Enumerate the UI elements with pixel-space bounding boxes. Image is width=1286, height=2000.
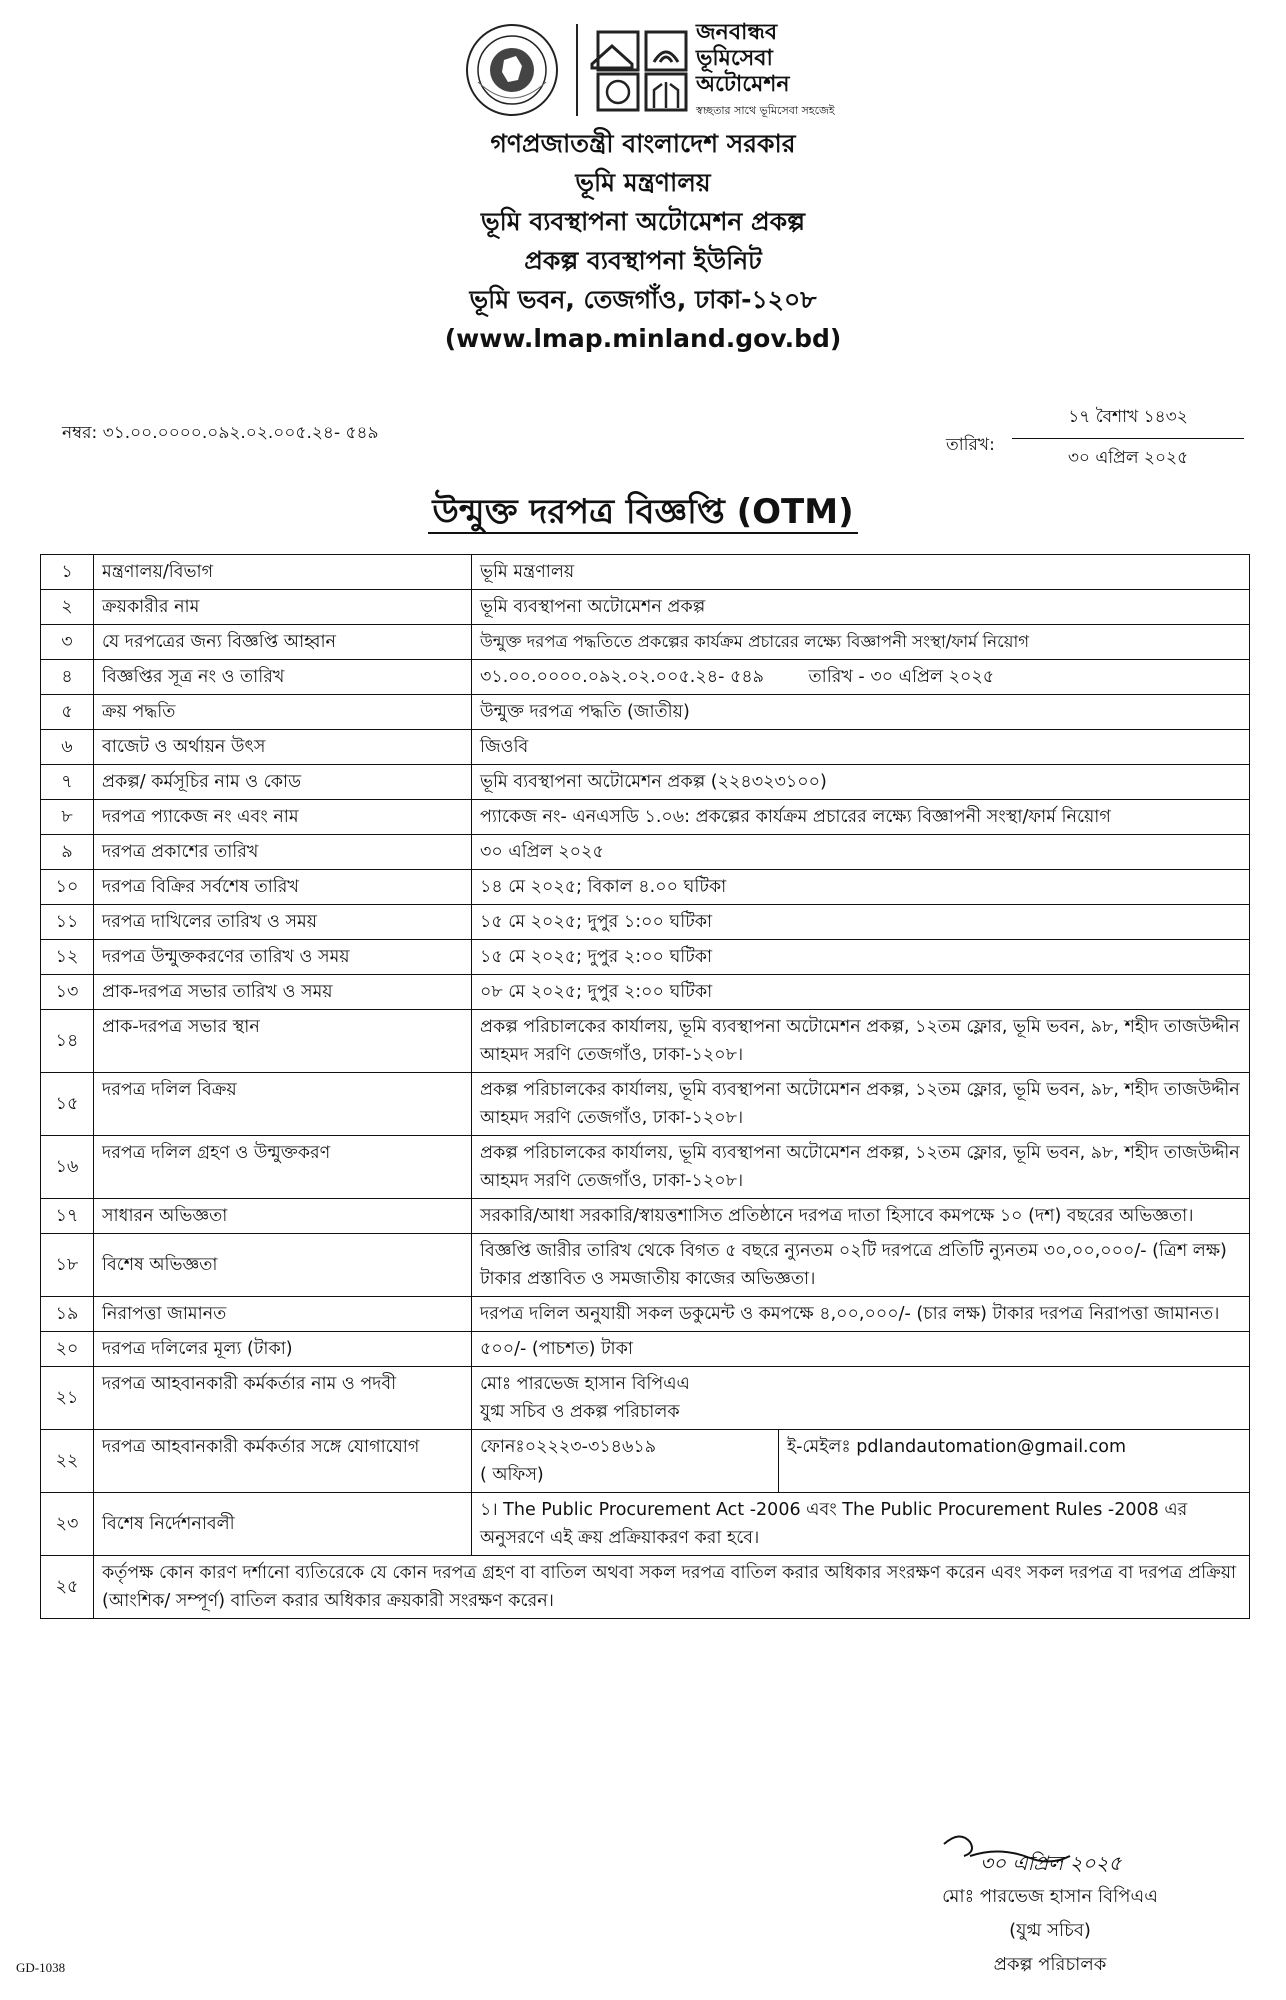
table-row: ১৪ প্রাক-দরপত্র সভার স্থান প্রকল্প পরিচালকের কার্যালয়, ভূমি ব্যবস্থাপনা অটোমেশন প্রকল্প, ১২তম ফ্লোর, ভূমি ভবন, ৯৮, শহীদ তাজউদ্দীন আহমদ সরণি তেজগাঁও, ঢাকা-১২০৮। [41,1010,1250,1073]
contact-email: ই-মেইলঃ pdlandautomation@gmail.com [779,1430,1250,1493]
table-row: ১৬ দরপত্র দলিল গ্রহণ ও উন্মুক্তকরণ প্রকল্প পরিচালকের কার্যালয়, ভূমি ব্যবস্থাপনা অটোমেশন প্রকল্প, ১২তম ফ্লোর, ভূমি ভবন, ৯৮, শহীদ তাজউদ্দীন আহমদ সরণি তেজগাঁও, ঢাকা-১২০৮। [41,1136,1250,1199]
footer-code: GD-1038 [16,1960,66,1975]
notice-title: উন্মুক্ত দরপত্র বিজ্ঞপ্তি (OTM) [0,486,1286,543]
date-bangla: ১৭ বৈশাখ ১৪৩২ [1012,404,1244,439]
table-row: ৬ বাজেট ও অর্থায়ন উৎস জিওবি [41,730,1250,765]
table-row: ১০ দরপত্র বিক্রির সর্বশেষ তারিখ ১৪ মে ২০২৫; বিকাল ৪.০০ ঘটিকা [41,870,1250,905]
table-row: ১৯ নিরাপত্তা জামানত দরপত্র দলিল অনুযায়ী সকল ডকুমেন্ট ও কমপক্ষে ৪,০০,০০০/- (চার লক্ষ) টাকার দরপত্র নিরাপত্তা জামানত। [41,1297,1250,1332]
heading-ministry: ভূমি মন্ত্রণালয় [575,168,711,197]
table-row: ১৭ সাধারন অভিজ্ঞতা সরকারি/আধা সরকারি/স্বায়ত্তশাসিত প্রতিষ্ঠানে দরপত্র দাতা হিসাবে কমপক্ষে ১০ (দশ) বছরের অভিজ্ঞতা। [41,1199,1250,1234]
table-row: ৮ দরপত্র প্যাকেজ নং এবং নাম প্যাকেজ নং- এনএসডি ১.০৬: প্রকল্পের কার্যক্রম প্রচারের লক্ষ্যে বিজ্ঞাপনী সংস্থা/ফার্ম নিয়োগ [41,800,1250,835]
table-row: ১ মন্ত্রণালয়/বিভাগ ভূমি মন্ত্রণালয় [41,555,1250,590]
svg-text:৩০ এপ্রিল ২০২৫: ৩০ এপ্রিল ২০২৫ [980,1851,1122,1875]
table-row: ১৮ বিশেষ অভিজ্ঞতা বিজ্ঞপ্তি জারীর তারিখ থেকে বিগত ৫ বছরে ন্যুনতম ০২টি দরপত্রে প্রতিটি ন্যুনতম ৩০,০০,০০০/- (ত্রিশ লক্ষ) টাকার প্রস্তাবিত ও সমজাতীয় কাজের অভিজ্ঞতা। [41,1234,1250,1297]
automation-title: জনবান্ধব ভূমিসেবা অটোমেশন [696,20,790,97]
heading-address: ভূমি ভবন, তেজগাঁও, ঢাকা-১২০৮ [469,285,817,314]
signatory-block [890,1880,1210,1982]
automation-tagline: স্বচ্ছতার সাথে ভূমিসেবা সহজেই [696,104,835,117]
signatory-designation: (যুগ্ম সচিব) [1009,1920,1091,1941]
logo-separator [576,24,578,116]
table-row: ২ ক্রয়কারীর নাম ভূমি ব্যবস্থাপনা অটোমেশন প্রকল্প [41,590,1250,625]
table-row: ২০ দরপত্র দলিলের মূল্য (টাকা) ৫০০/- (পাচশত) টাকা [41,1332,1250,1367]
memo-number: নম্বর: ৩১.০০.০০০০.০৯২.০২.০০৫.২৪- ৫৪৯ [62,423,379,443]
table-row: ১২ দরপত্র উন্মুক্তকরণের তারিখ ও সময় ১৫ মে ২০২৫; দুপুর ২:০০ ঘটিকা [41,940,1250,975]
land-automation-logo-icon [588,24,708,114]
date-label: তারিখ: [946,435,995,455]
table-row: ১৩ প্রাক-দরপত্র সভার তারিখ ও সময় ০৮ মে ২০২৫; দুপুর ২:০০ ঘটিকা [41,975,1250,1010]
office-heading [0,124,1286,358]
heading-unit: প্রকল্প ব্যবস্থাপনা ইউনিট [524,246,762,275]
table-row: ২২ দরপত্র আহবানকারী কর্মকর্তার সঙ্গে যোগাযোগ ফোনঃ০২২২৩-৩১৪৬১৯ ( অফিস) ই-মেইলঃ pdlandautomation@gmail.com [41,1430,1250,1493]
tender-info-table [40,554,1250,1619]
signatory-name: মোঃ পারভেজ হাসান বিপিএএ [942,1886,1158,1907]
table-row: ৫ ক্রয় পদ্ধতি উন্মুক্ত দরপত্র পদ্ধতি (জাতীয়) [41,695,1250,730]
heading-government: গণপ্রজাতন্ত্রী বাংলাদেশ সরকার [490,129,796,158]
heading-website: (www.lmap.minland.gov.bd) [444,324,842,353]
date-gregorian: ৩০ এপ্রিল ২০২৫ [1067,448,1189,468]
signatory-role: প্রকল্প পরিচালক [993,1954,1107,1975]
table-row: ১৫ দরপত্র দলিল বিক্রয় প্রকল্প পরিচালকের কার্যালয়, ভূমি ব্যবস্থাপনা অটোমেশন প্রকল্প, ১২তম ফ্লোর, ভূমি ভবন, ৯৮, শহীদ তাজউদ্দীন আহমদ সরণি তেজগাঁও, ঢাকা-১২০৮। [41,1073,1250,1136]
table-row: ২১ দরপত্র আহবানকারী কর্মকর্তার নাম ও পদবী মোঃ পারভেজ হাসান বিপিএএ যুগ্ম সচিব ও প্রকল্প পরিচালক [41,1367,1250,1430]
heading-project: ভূমি ব্যবস্থাপনা অটোমেশন প্রকল্প [481,207,805,236]
contact-phone: ফোনঃ০২২২৩-৩১৪৬১৯ [480,1437,657,1457]
table-row: ৪ বিজ্ঞপ্তির সূত্র নং ও তারিখ ৩১.০০.০০০০.০৯২.০২.০০৫.২৪- ৫৪৯ তারিখ - ৩০ এপ্রিল ২০২৫ [41,660,1250,695]
table-row: ২৫ কর্তৃপক্ষ কোন কারণ দর্শানো ব্যতিরেকে যে কোন দরপত্র গ্রহণ বা বাতিল অথবা সকল দরপত্র বাতিল করার অধিকার সংরক্ষণ করেন এবং সকল দরপত্র বা দরপত্র প্রক্রিয়া (আংশিক/ সম্পূর্ণ) বাতিল করার অধিকার ক্রয়কারী সংরক্ষণ করেন। [41,1556,1250,1619]
memo-date [1012,404,1244,473]
table-row: ১১ দরপত্র দাখিলের তারিখ ও সময় ১৫ মে ২০২৫; দুপুর ১:০০ ঘটিকা [41,905,1250,940]
table-row: ৩ যে দরপত্রের জন্য বিজ্ঞপ্তি আহ্বান উন্মুক্ত দরপত্র পদ্ধতিতে প্রকল্পের কার্যক্রম প্রচারের লক্ষ্যে বিজ্ঞাপনী সংস্থা/ফার্ম নিয়োগ [41,625,1250,660]
table-row: ৭ প্রকল্প/ কর্মসূচির নাম ও কোড ভূমি ব্যবস্থাপনা অটোমেশন প্রকল্প (২২৪৩২৩১০০) [41,765,1250,800]
header-logos [460,18,920,118]
government-seal-icon [464,22,560,118]
table-row: ৯ দরপত্র প্রকাশের তারিখ ৩০ এপ্রিল ২০২৫ [41,835,1250,870]
table-row: ২৩ বিশেষ নির্দেশনাবলী ১। The Public Procurement Act -2006 এবং The Public Procurement Rules -2008 এর অনুসরণে এই ক্রয় প্রক্রিয়াকরণ করা হবে। [41,1493,1250,1556]
